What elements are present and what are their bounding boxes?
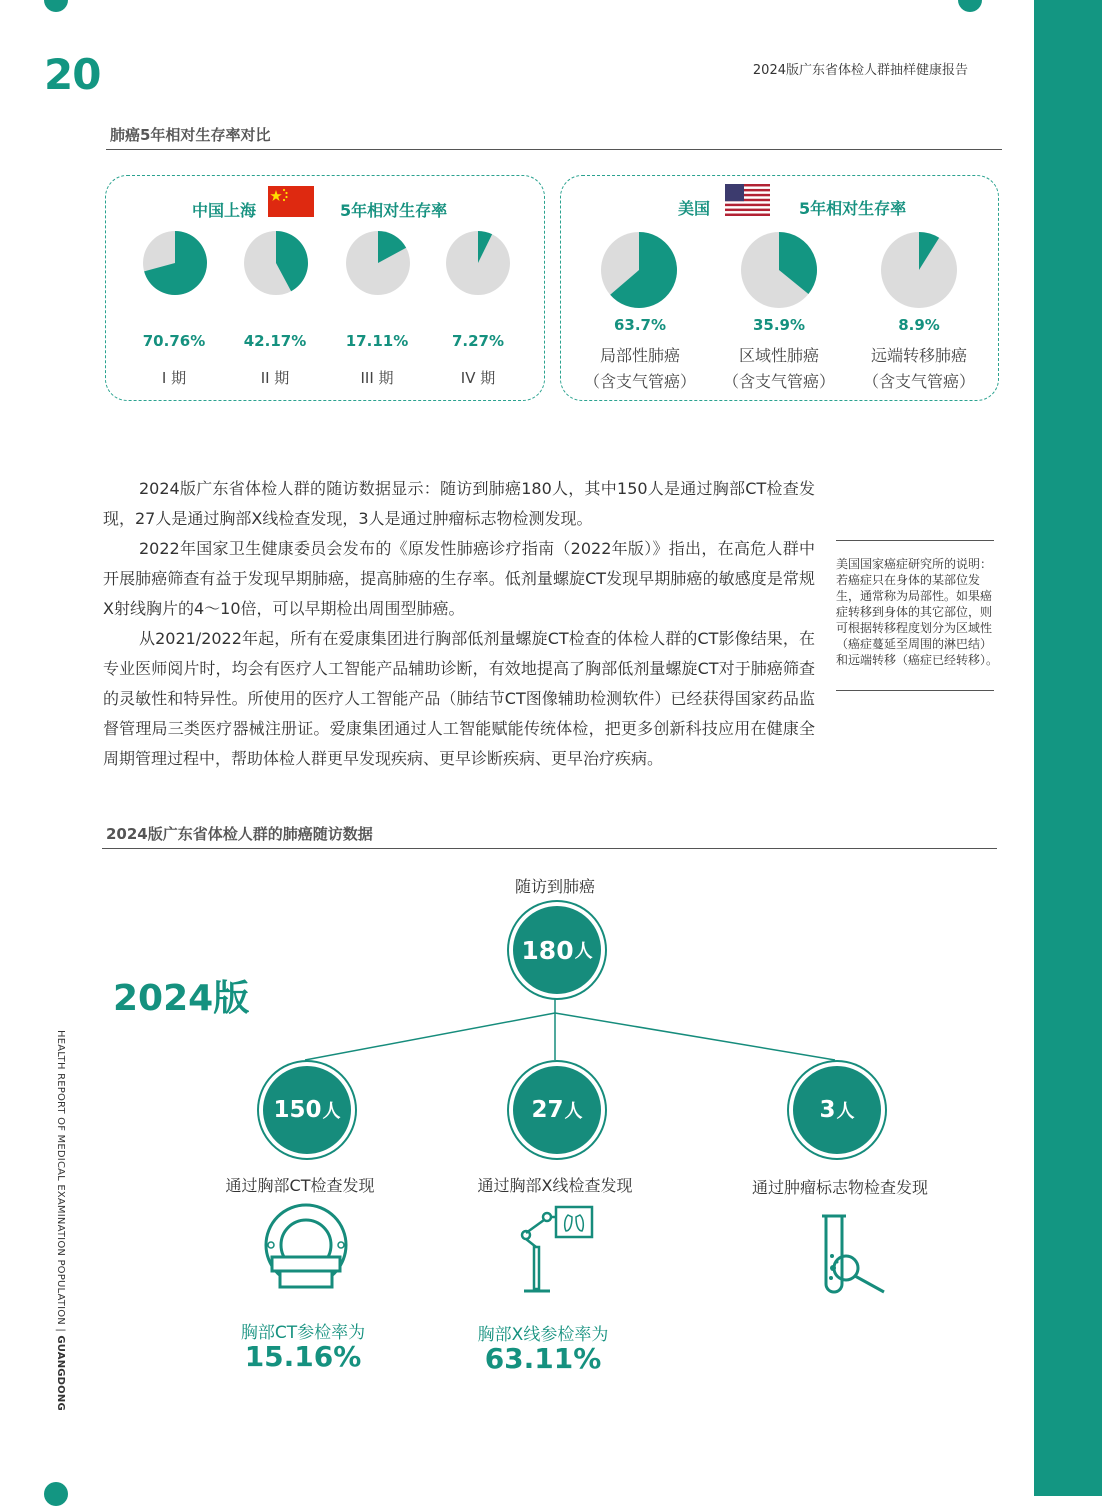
paragraph-followup: 2024版广东省体检人群的随访数据显示：随访到肺癌180人，其中150人是通过胸部CT检查发现，27人是通过胸部X线检查发现，3人是通过肿瘤标志物检测发现。 <box>103 479 815 528</box>
xray-caption: 通过胸部X线检查发现 <box>477 1176 633 1195</box>
us-distant-type: 远端转移肺癌 <box>870 346 967 365</box>
test-tube-icon <box>812 1212 888 1298</box>
china-stage1-label: I 期 <box>161 369 187 387</box>
us-distant-value: 8.9% <box>898 316 940 334</box>
ct-count: 150 <box>273 1097 322 1123</box>
china-region-label: 中国上海 <box>192 201 257 220</box>
side-bar <box>1034 0 1102 1496</box>
paragraph-ai-screening: 从2021/2022年起，所有在爱康集团进行胸部低剂量螺旋CT检查的体检人群的CT影像结果，在专业医师阅片时，均会有医疗人工智能产品辅助诊断，有效地提高了胸部低剂量螺旋CT对于肺癌筛查的灵敏性和特异性。所使用的医疗人工智能产品（肺结节CT图像辅助检测软件）已经获得国家药品监督管理局三类医疗器械注册证。爱康集团通过人工智能赋能传统体检，把更多创新科技应用在健康全周期管理过程中，帮助体检人群更早发现疾病、更早诊断疾病、更早治疗疾病。 <box>103 629 815 768</box>
xray-count: 27 <box>531 1097 564 1123</box>
china-stage3-value: 17.11% <box>345 332 409 350</box>
unit-label: 人 <box>574 941 593 962</box>
china-stage4-label: IV 期 <box>460 369 496 387</box>
side-caption-prefix: HEALTH REPORT OF MEDICAL EXAMINATION POPULATION <box>55 1030 66 1325</box>
report-header: 2024版广东省体检人群抽样健康报告 <box>752 63 968 78</box>
side-caption <box>52 1030 72 1411</box>
paragraph-guideline: 2022年国家卫生健康委员会发布的《原发性肺癌诊疗指南（2022年版）》指出，在高危人群中开展肺癌筛查有益于发现早期肺癌，提高肺癌的生存率。低剂量螺旋CT发现早期肺癌的敏感度是常规X射线胸片的4～10倍，可以早期检出周围型肺癌。 <box>103 539 815 618</box>
ct-rate-value: 15.16% <box>244 1340 362 1373</box>
us-local-type: 局部性肺癌 <box>599 346 680 365</box>
ct-caption: 通过胸部CT检查发现 <box>225 1176 375 1195</box>
china-stage3-label: III 期 <box>360 369 394 387</box>
xray-count-circle <box>509 1062 605 1158</box>
edition-label: 2024版 <box>113 978 250 1019</box>
side-caption-separator: | <box>55 1328 66 1332</box>
ct-rate-label: 胸部CT参检率为 <box>240 1323 366 1343</box>
xray-rate-label: 胸部X线参检率为 <box>477 1325 609 1345</box>
china-metric-label: 5年相对生存率 <box>340 201 448 220</box>
root-caption: 随访到肺癌 <box>514 877 595 896</box>
marker-caption: 通过肿瘤标志物检查发现 <box>751 1178 928 1197</box>
side-caption-text <box>55 1030 66 1411</box>
us-distant-note: （含支气管癌） <box>862 372 975 391</box>
section-title-survival: 肺癌5年相对生存率对比 <box>110 126 271 144</box>
marker-count-circle <box>789 1062 885 1158</box>
nci-note: 美国国家癌症研究所的说明：若癌症只在身体的某部位发生，通常称为局部性。如果癌症转移到身体的其它部位，则可根据转移程度划分为区域性（癌症蔓延至周围的淋巴结）和远端转移（癌症已经转移）。 <box>836 557 999 667</box>
china-stage1-value: 70.76% <box>142 332 206 350</box>
marker-count: 3 <box>819 1097 836 1123</box>
xray-machine-icon <box>516 1203 596 1299</box>
ct-scanner-icon <box>258 1203 354 1295</box>
section-title-followup: 2024版广东省体检人群的肺癌随访数据 <box>106 825 373 843</box>
us-regional-note: （含支气管癌） <box>722 372 835 391</box>
unit-label: 人 <box>322 1101 341 1122</box>
us-metric-label: 5年相对生存率 <box>799 199 907 218</box>
unit-label: 人 <box>836 1101 855 1122</box>
ct-count-circle <box>259 1062 355 1158</box>
china-stage2-value: 42.17% <box>243 332 307 350</box>
us-regional-value: 35.9% <box>752 316 806 334</box>
root-count: 180 <box>521 935 574 965</box>
china-stage2-label: II 期 <box>260 369 290 387</box>
root-count-circle <box>509 902 605 998</box>
us-region-label: 美国 <box>678 199 711 218</box>
unit-label: 人 <box>564 1101 583 1122</box>
xray-rate-value: 63.11% <box>484 1342 602 1375</box>
us-local-note: （含支气管癌） <box>583 372 696 391</box>
us-regional-type: 区域性肺癌 <box>738 346 819 365</box>
side-caption-region: GUANGDONG <box>55 1335 66 1411</box>
page-number: 20 <box>44 50 101 99</box>
us-local-value: 63.7% <box>613 316 667 334</box>
china-stage4-value: 7.27% <box>451 332 505 350</box>
